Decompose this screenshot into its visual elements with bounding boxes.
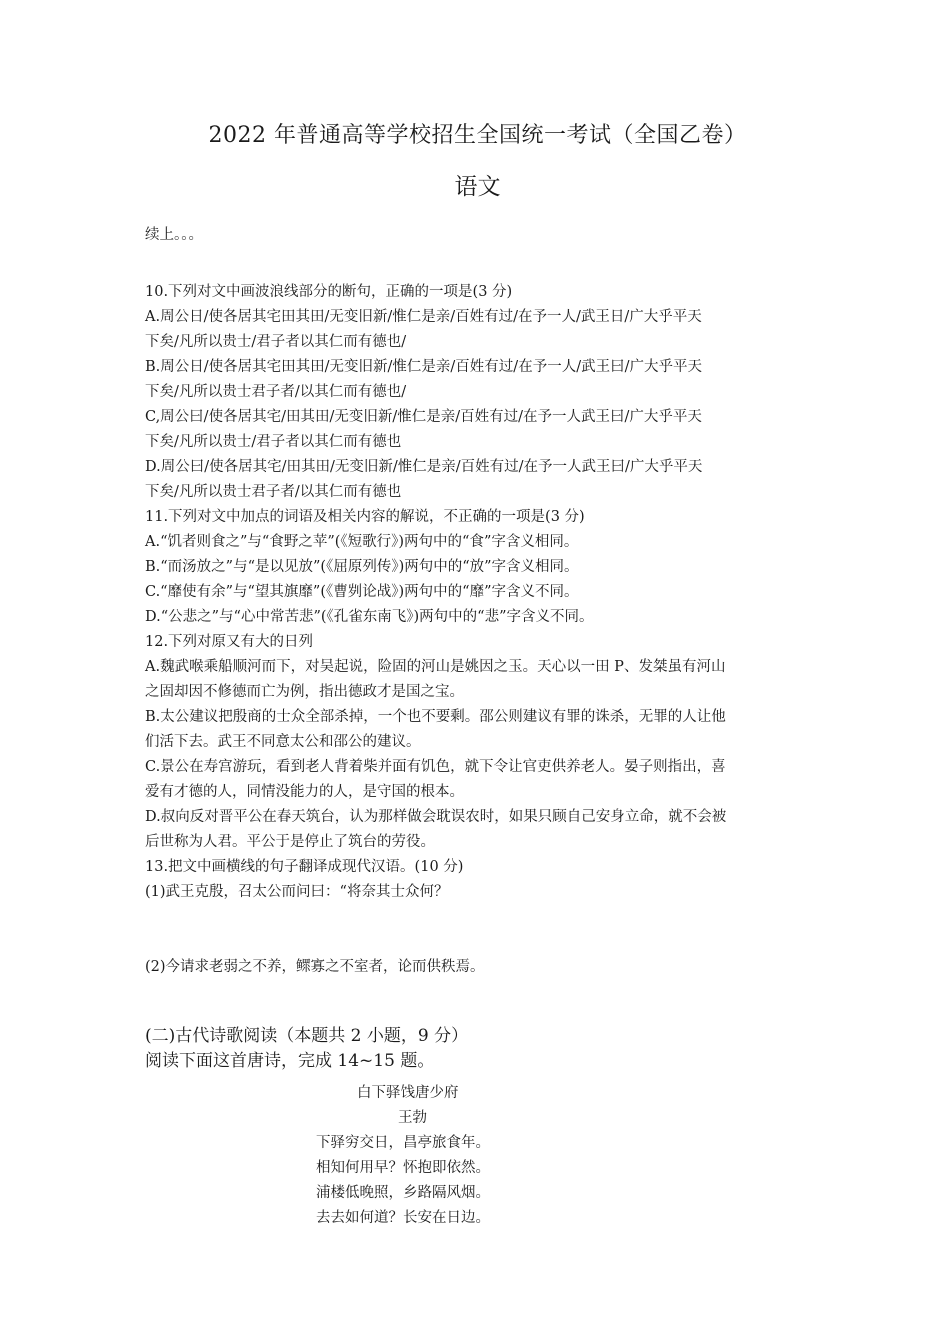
q12-option-a-line1: A.魏武喉乘船顺河而下，对吴起说，险固的河山是姚因之玉。天心以一田 P、发桀虽有河山 (145, 659, 726, 675)
q11-option-b: B.“而汤放之”与“是以见放”(《屈原列传》)两句中的“放”字含义相同。 (145, 559, 579, 575)
q13-sentence-2: (2)今请求老弱之不养，鳏寡之不室者，论而供秩焉。 (145, 959, 485, 975)
q10-option-a-line2: 下矣/凡所以贵士/君子者以其仁而有德也/ (145, 334, 407, 350)
q12-option-b-line1: B.太公建议把殷商的士众全部杀掉，一个也不要剩。邵公则建议有罪的诛杀，无罪的人让他 (145, 709, 726, 725)
q10-stem: 10.下列对文中画波浪线部分的断句，正确的一项是(3 分) (145, 284, 513, 300)
continuation-note: 续上。。。 (145, 227, 203, 243)
q10-option-b-line2: 下矣/凡所以贵士君子者/以其仁而有德也/ (145, 384, 407, 400)
q12-option-b-line2: 们活下去。武王不同意太公和邵公的建议。 (145, 734, 421, 750)
q11-option-c: C.“靡使有余”与“望其旗靡”(《曹刿论战》)两句中的“靡”字含义不同。 (145, 584, 579, 600)
q10-option-c-line2: 下矣/凡所以贵士/君子者以其仁而有德也 (145, 434, 402, 450)
q10-option-b-line1: B.周公日/使各居其宅田其田/无变旧新/惟仁是亲/百姓有过/在予一人/武王曰/广大乎平天 (145, 359, 702, 375)
document-subtitle: 语文 (454, 174, 501, 200)
q10-option-d-line1: D.周公曰/使各居其宅/田其田/无变旧新/惟仁是亲/百姓有过/在予一人武王曰/广大乎平天 (145, 459, 703, 475)
poem-line: 浦楼低晚照，乡路隔风烟。 (316, 1185, 490, 1201)
poem-line: 相知何用早？怀抱即依然。 (316, 1160, 490, 1176)
q12-option-a-line2: 之固却因不修德而亡为例，指出德政才是国之宝。 (145, 684, 464, 700)
q10-option-d-line2: 下矣/凡所以贵士君子者/以其仁而有德也 (145, 484, 402, 500)
q12-option-d-line2: 后世称为人君。平公于是停止了筑台的劳役。 (145, 834, 435, 850)
poem-author: 王勃 (398, 1110, 427, 1126)
q12-option-c-line2: 爱有才德的人，同情没能力的人，是守国的根本。 (145, 784, 464, 800)
poem-line: 去去如何道？长安在日边。 (316, 1210, 490, 1226)
poem-line: 下驿穷交日，昌亭旅食年。 (316, 1135, 490, 1151)
q11-option-d: D.“公悲之”与“心中常苦悲”(《孔雀东南飞》)两句中的“悲”字含义不同。 (145, 609, 594, 625)
document-title: 2022 年普通高等学校招生全国统一考试（全国乙卷） (208, 123, 747, 148)
q11-stem: 11.下列对文中加点的词语及相关内容的解说，不正确的一项是(3 分) (145, 509, 585, 525)
q13-sentence-1: (1)武王克殷，召太公而问曰：“将奈其士众何？ (145, 884, 449, 900)
q12-option-c-line1: C.景公在寿宫游玩，看到老人背着柴并面有饥色，就下令让官吏供养老人。晏子则指出，喜 (145, 759, 726, 775)
q11-option-a: A.“饥者则食之”与“食野之苹”(《短歌行》)两句中的“食”字含义相同。 (145, 534, 579, 550)
section-heading: (二)古代诗歌阅读（本题共 2 小题，9 分） (145, 1026, 469, 1046)
q10-option-c-line1: C,周公曰/使各居其宅/田其田/无变旧新/惟仁是亲/百姓有过/在予一人武王曰/广大乎平天 (145, 409, 702, 425)
q10-option-a-line1: A.周公日/使各居其宅田其田/无变旧新/惟仁是亲/百姓有过/在予一人/武王日/广大乎平天 (145, 309, 702, 325)
q13-stem: 13.把文中画横线的句子翻译成现代汉语。(10 分) (145, 859, 464, 875)
section-instruction: 阅读下面这首唐诗，完成 14~15 题。 (145, 1051, 435, 1071)
poem-title: 白下驿饯唐少府 (357, 1085, 459, 1101)
q12-stem: 12.下列对原又有大的日列 (145, 634, 314, 650)
q12-option-d-line1: D.叔向反对晋平公在春天筑台，认为那样做会耽误农时，如果只顾自己安身立命，就不会被 (145, 809, 727, 825)
